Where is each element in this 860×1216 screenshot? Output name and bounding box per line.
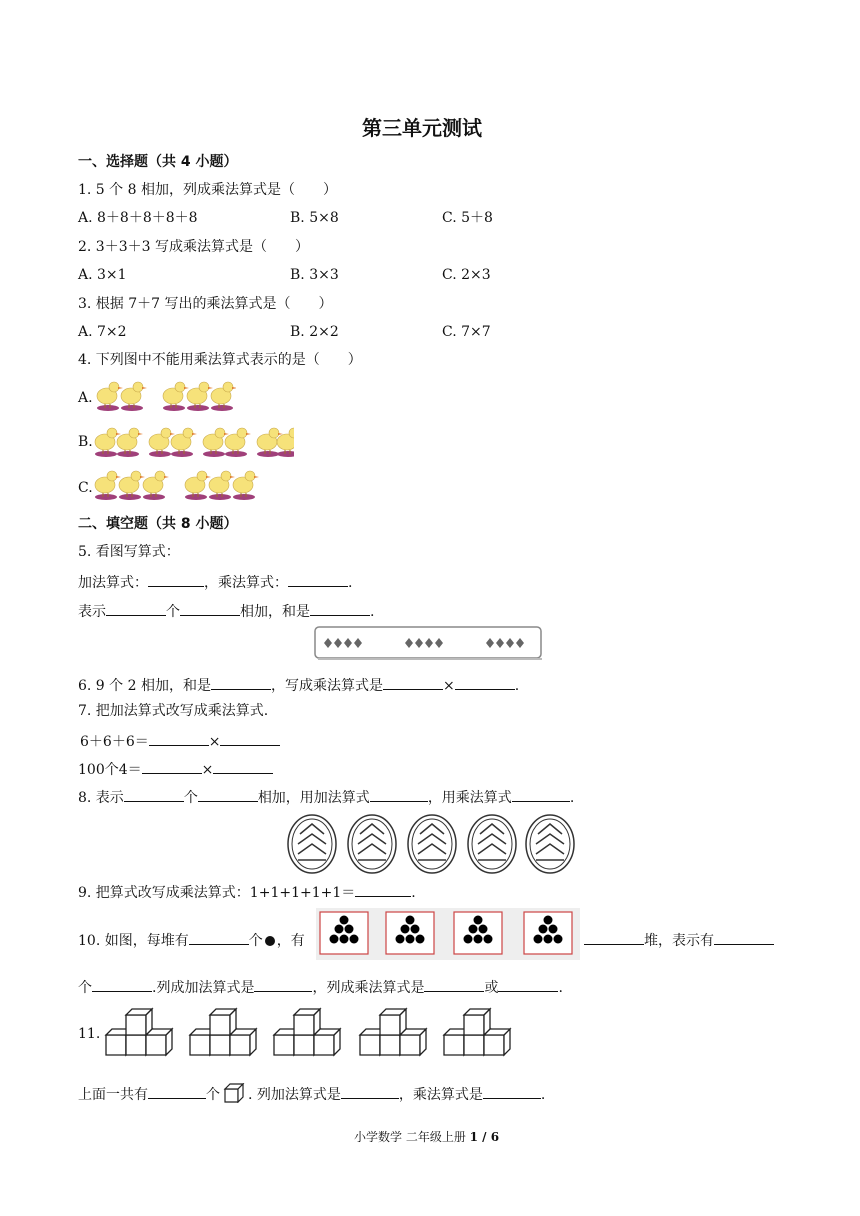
- q5-period2: .: [370, 604, 375, 620]
- q4-stem: 4. 下列图中不能用乘法算式表示的是（ ）: [78, 352, 362, 368]
- q1-stem: 1. 5 个 8 相加，列成乘法算式是（ ）: [78, 182, 337, 198]
- q9-period: .: [411, 885, 416, 901]
- q6-period: .: [514, 678, 520, 694]
- q6-sum-blank[interactable]: [211, 675, 271, 690]
- q6-factor2-blank[interactable]: [455, 675, 515, 690]
- q5-line2: [78, 601, 374, 621]
- q6-text-b: ，写成乘法算式是: [270, 678, 383, 694]
- q5-line1: [78, 572, 352, 592]
- q11-mul-blank[interactable]: [483, 1084, 541, 1099]
- q9-line: [78, 882, 416, 902]
- q2-option-a[interactable]: A. 3×1: [78, 267, 127, 283]
- q5-text-represent: 表示: [78, 604, 106, 620]
- q7-line1: [80, 731, 280, 751]
- q10-period: .: [558, 980, 563, 996]
- q11-text-c: . 列加法算式是: [248, 1087, 341, 1103]
- q2-option-b[interactable]: B. 3×3: [290, 267, 339, 283]
- q6-text-a: 6. 9 个 2 相加，和是: [78, 678, 211, 694]
- dot-icon: [265, 936, 275, 946]
- q6-factor1-blank[interactable]: [383, 675, 443, 690]
- page-title: 第三单元测试: [362, 116, 482, 140]
- q10-text-g: ，列成乘法算式是: [312, 980, 425, 996]
- q5-label-mul: ，乘法算式：: [204, 575, 288, 591]
- q4-option-a[interactable]: A.: [78, 390, 93, 406]
- q7-l1-factor2-blank[interactable]: [220, 731, 280, 746]
- q7-l2-factor1-blank[interactable]: [142, 759, 202, 774]
- q2-stem: 2. 3＋3＋3 写成乘法算式是（ ）: [78, 239, 309, 255]
- q8-mul-blank[interactable]: [512, 787, 570, 802]
- cube-icon: [222, 1083, 246, 1103]
- q7-expr1: 6＋6＋6＝: [80, 734, 149, 750]
- q11-add-blank[interactable]: [341, 1084, 399, 1099]
- q8-text-a: 8. 表示: [78, 790, 124, 806]
- q4-option-c[interactable]: C.: [78, 480, 93, 496]
- q10-line1-left: [78, 930, 305, 950]
- q5-mul-blank[interactable]: [288, 572, 348, 587]
- section-fill-heading: 二、填空题（共 8 小题）: [78, 516, 238, 532]
- q10-per-pile-blank[interactable]: [189, 930, 249, 945]
- q7-stem: 7. 把加法算式改写成乘法算式.: [78, 703, 269, 719]
- q11-text-a: 上面一共有: [78, 1087, 148, 1103]
- q9-answer-blank[interactable]: [355, 882, 411, 897]
- q10-text-h: 或: [484, 980, 499, 996]
- q11-text-b: 个: [206, 1087, 220, 1103]
- q7-times1: ×: [208, 734, 221, 750]
- q9-text-a: 9. 把算式改写成乘法算式：1+1+1+1+1＝: [78, 885, 356, 901]
- q5-sum-blank[interactable]: [310, 601, 370, 616]
- q7-l1-factor1-blank[interactable]: [149, 731, 209, 746]
- q11-number: 11.: [78, 1026, 101, 1042]
- q5-period: .: [348, 575, 353, 591]
- q7-l2-factor2-blank[interactable]: [213, 759, 273, 774]
- q5-text-ge: 个: [166, 604, 180, 620]
- q5-label-add: 加法算式：: [78, 575, 148, 591]
- q1-option-a[interactable]: A. 8＋8＋8＋8＋8: [78, 210, 198, 226]
- q6-times: ×: [442, 678, 455, 694]
- q10-line2: [78, 977, 563, 997]
- q5-diamonds-image: [314, 625, 544, 661]
- q3-option-c[interactable]: C. 7×7: [442, 324, 491, 340]
- q11-line: [78, 1083, 545, 1104]
- q8-ovals-image: [286, 812, 578, 876]
- q5-stem: 5. 看图写算式：: [78, 544, 180, 560]
- q4-option-b[interactable]: B.: [78, 434, 93, 450]
- q11-count-blank[interactable]: [148, 1084, 206, 1099]
- q7-line2: [78, 759, 273, 779]
- q8-text-c: 相加，用加法算式: [257, 790, 370, 806]
- q8-text-d: ，用乘法算式: [427, 790, 512, 806]
- q10-total-count-blank[interactable]: [714, 930, 774, 945]
- q8-count-blank[interactable]: [124, 787, 184, 802]
- q11-text-d: ，乘法算式是: [398, 1087, 483, 1103]
- q8-add-blank[interactable]: [370, 787, 428, 802]
- q4-c-chicks-image: [94, 467, 264, 503]
- q5-add-blank[interactable]: [148, 572, 204, 587]
- q10-text-d: 堆，表示有: [644, 933, 714, 949]
- q1-option-b[interactable]: B. 5×8: [290, 210, 339, 226]
- q4-b-chicks-image: [94, 424, 294, 460]
- q5-text-sum: 相加，和是: [240, 604, 310, 620]
- footer-page-number: 1 / 6: [469, 1130, 500, 1144]
- q6-line: [78, 675, 519, 695]
- q5-count-blank[interactable]: [106, 601, 166, 616]
- q4-a-chicks-image: [96, 378, 236, 414]
- q10-line1-right: [584, 930, 774, 950]
- q11-period: .: [540, 1087, 546, 1103]
- q8-addend-blank[interactable]: [198, 787, 258, 802]
- section-choice-heading: 一、选择题（共 4 小题）: [78, 154, 238, 170]
- q3-option-a[interactable]: A. 7×2: [78, 324, 127, 340]
- q10-text-f: .列成加法算式是: [152, 980, 255, 996]
- q1-option-c[interactable]: C. 5＋8: [442, 210, 493, 226]
- q8-period: .: [569, 790, 575, 806]
- q10-unit-blank[interactable]: [92, 977, 152, 992]
- q8-line: [78, 787, 574, 807]
- q10-text-b: 个: [248, 933, 263, 949]
- q2-option-c[interactable]: C. 2×3: [442, 267, 491, 283]
- q10-mul2-blank[interactable]: [498, 977, 558, 992]
- q10-text-c: ，有: [276, 933, 305, 949]
- footer-subject: 小学数学 二年级上册: [354, 1130, 466, 1144]
- q3-stem: 3. 根据 7＋7 写出的乘法算式是（ ）: [78, 296, 333, 312]
- q7-times2: ×: [201, 762, 214, 778]
- q3-option-b[interactable]: B. 2×2: [290, 324, 339, 340]
- q8-text-b: 个: [183, 790, 198, 806]
- q10-dot-piles-image: [316, 908, 580, 960]
- q10-text-a: 10. 如图，每堆有: [78, 933, 189, 949]
- q10-add-blank[interactable]: [254, 977, 312, 992]
- q10-piles-blank[interactable]: [584, 930, 644, 945]
- q10-text-e: 个: [78, 980, 92, 996]
- page-footer: [354, 1128, 499, 1146]
- q7-expr2: 100个4＝: [78, 762, 142, 778]
- q5-addend-blank[interactable]: [180, 601, 240, 616]
- q10-mul1-blank[interactable]: [424, 977, 484, 992]
- q11-cubes-image: [104, 1005, 516, 1059]
